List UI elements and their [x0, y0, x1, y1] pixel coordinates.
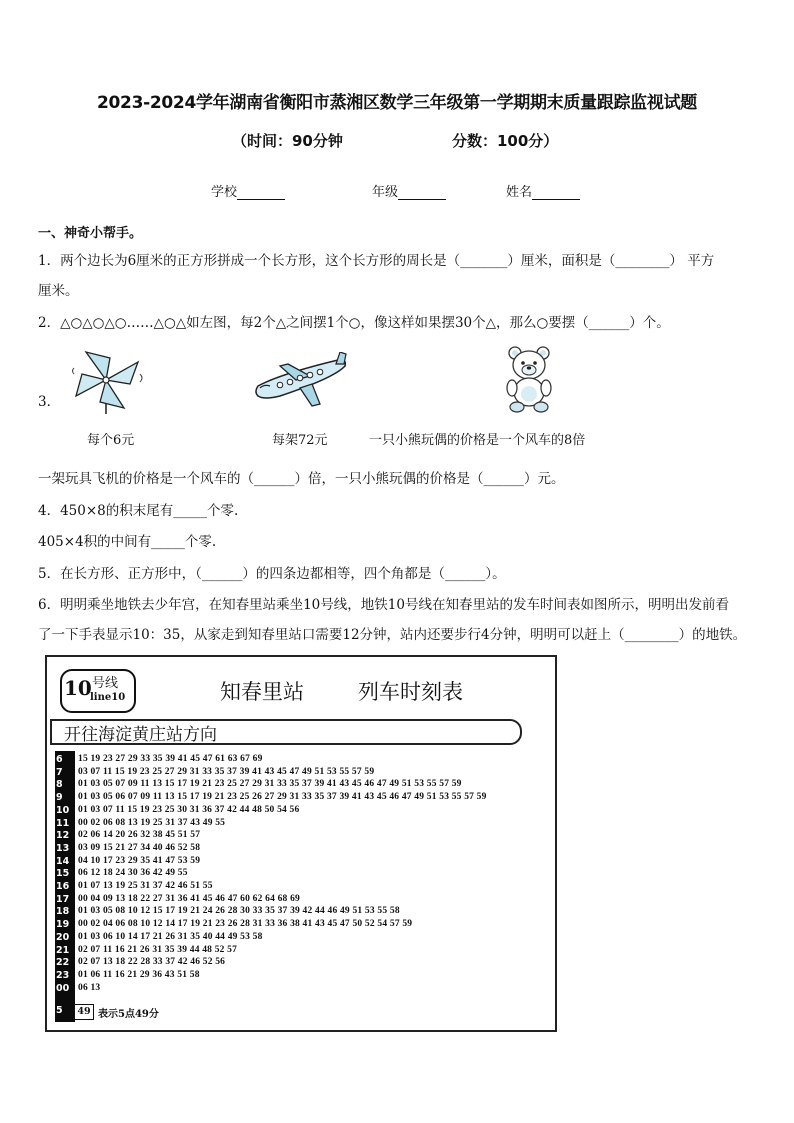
timetable-hour: 18: [56, 906, 70, 918]
timetable-hour: 11: [56, 817, 70, 829]
airplane-caption: 每架72元: [272, 433, 328, 448]
timetable-hour: 20: [56, 931, 70, 943]
legend-text: 表示5点49分: [98, 1009, 159, 1020]
timetable-hour: 14: [56, 855, 70, 867]
grade-field: [372, 181, 446, 200]
timetable-minutes: 03 07 11 15 19 23 25 27 29 31 33 35 37 39 41 43 45 47 49 51 53 55 57 59: [78, 766, 375, 777]
timetable-minutes: 01 07 13 19 25 31 37 42 46 51 55: [78, 881, 213, 891]
timetable-minutes: 00 04 09 13 18 22 27 31 36 41 45 46 47 60 62 64 68 69: [78, 893, 300, 904]
station-name: 知春里站: [220, 680, 304, 704]
timetable-minutes: 01 03 05 07 09 11 13 15 17 19 21 23 25 27 29 31 33 35 37 39 41 43 45 46 47 49 51 53 55 57 59: [78, 779, 462, 790]
direction-text: 开往海淀黄庄站方向: [64, 725, 217, 745]
line-en: line10: [90, 692, 126, 703]
teddy-bear-icon: [502, 344, 556, 414]
question-1-line-2: 厘米。: [38, 283, 79, 299]
timetable-minutes: 02 07 13 18 22 28 33 37 42 46 52 56: [78, 957, 226, 968]
timetable-hour: 17: [56, 893, 70, 905]
timetable-hour: 19: [56, 919, 70, 931]
timetable-hour: 6: [56, 754, 63, 765]
question-6-line-1: 6．明明乘坐地铁去少年宫，在知春里站乘坐10号线，地铁10号线在知春里站的发车时间表如图所示，明明出发前看: [38, 597, 729, 613]
name-blank[interactable]: [532, 186, 580, 200]
timetable-minutes: 04 10 17 23 29 35 41 47 53 59: [78, 855, 201, 866]
question-3-number: 3．: [38, 394, 61, 410]
school-label: 学校: [211, 185, 238, 200]
timetable-hour: 10: [56, 804, 70, 816]
line-hao: 号线: [92, 676, 119, 691]
name-field: [506, 181, 580, 200]
timetable-hour: 22: [56, 957, 70, 969]
timetable-hour: 16: [56, 881, 70, 892]
timetable-minutes: 01 03 07 11 15 19 23 25 30 31 36 37 42 44 48 50 54 56: [78, 804, 300, 815]
timetable-minutes: 15 19 23 27 29 33 35 39 41 45 47 61 63 67 69: [78, 754, 263, 764]
question-4-line-1: 4．450×8的积末尾有_____个零.: [38, 503, 239, 519]
question-2: 2．△○△○△○……△○△如左图，每2个△之间摆1个○，像这样如果摆30个△，那么○要摆（______）个。: [38, 315, 670, 331]
page-title: 2023-2024学年湖南省衡阳市蒸湘区数学三年级第一学期期末质量跟踪监视试题: [97, 93, 697, 113]
timetable-hour: 7: [56, 766, 63, 778]
grade-blank[interactable]: [398, 186, 446, 200]
timetable-hour: 15: [56, 868, 70, 880]
timetable-hour: 23: [56, 969, 70, 981]
timetable-minutes: 01 03 05 08 10 12 15 17 19 21 24 26 28 30 33 35 37 39 42 44 46 49 51 53 55 58: [78, 906, 400, 917]
grade-label: 年级: [372, 185, 399, 200]
timetable-minutes: 03 09 15 21 27 34 40 46 52 58: [78, 842, 201, 853]
pinwheel-icon: [66, 344, 156, 416]
score-label: 分数：100分）: [452, 132, 559, 150]
timetable-minutes: 01 06 11 16 21 29 36 43 51 58: [78, 969, 200, 980]
timetable-minutes: 06 13: [78, 982, 101, 993]
timetable-minutes: 01 03 06 10 14 17 21 26 31 35 40 44 49 53 58: [78, 931, 263, 942]
timetable-minutes: 00 02 06 08 13 19 25 31 37 43 49 55: [78, 817, 226, 828]
timetable-hour: 9: [56, 792, 63, 804]
timetable-minutes: 00 02 04 06 08 10 12 14 17 19 21 23 26 28 31 33 36 38 41 43 45 47 50 52 54 57 59: [78, 919, 413, 930]
pinwheel-caption: 每个6元: [87, 433, 135, 448]
question-1-line-1: 1．两个边长为6厘米的正方形拼成一个长方形，这个长方形的周长是（_______）厘米，面积是（________） 平方: [38, 253, 715, 269]
question-4-line-2: 405×4积的中间有_____个零.: [38, 534, 217, 550]
timetable-minutes: 02 07 11 16 21 26 31 35 39 44 48 52 57: [78, 944, 238, 955]
question-6-line-2: 了一下手表显示10：35，从家走到知春里站口需要12分钟，站内还要步行4分钟，明明可以赶上（________）的地铁。: [38, 627, 747, 643]
question-5: 5．在长方形、正方形中，（______）的四条边都相等，四个角都是（______）。: [38, 566, 506, 582]
legend-minute-box: 49: [74, 1004, 94, 1020]
legend-hour: 5: [56, 1005, 63, 1016]
line-number: 10: [64, 676, 92, 700]
timetable-hour: 00: [56, 982, 70, 994]
timetable-title: 列车时刻表: [358, 680, 463, 704]
timetable-hour: 21: [56, 944, 70, 956]
time-label: （时间：90分钟: [232, 132, 343, 150]
name-label: 姓名: [506, 185, 533, 200]
timetable-hour: 8: [56, 779, 63, 791]
timetable-minutes: 02 06 14 20 26 32 38 45 51 57: [78, 830, 201, 841]
timetable-hour: 12: [56, 830, 70, 842]
question-3-line: 一架玩具飞机的价格是一个风车的（______）倍，一只小熊玩偶的价格是（______）元。: [38, 471, 565, 487]
school-field: [211, 181, 285, 200]
timetable-minutes: 01 03 05 06 07 09 11 13 15 17 19 21 23 25 26 27 29 31 33 35 37 39 41 43 45 46 47 49 51 53 55 57 59: [78, 792, 487, 803]
bear-caption: 一只小熊玩偶的价格是一个风车的8倍: [369, 433, 586, 448]
timetable-minutes: 06 12 18 24 30 36 42 49 55: [78, 868, 188, 879]
timetable-hour: 13: [56, 842, 70, 854]
school-blank[interactable]: [237, 186, 285, 200]
section-heading: 一、神奇小帮手。: [38, 226, 143, 241]
airplane-icon: [250, 352, 350, 410]
